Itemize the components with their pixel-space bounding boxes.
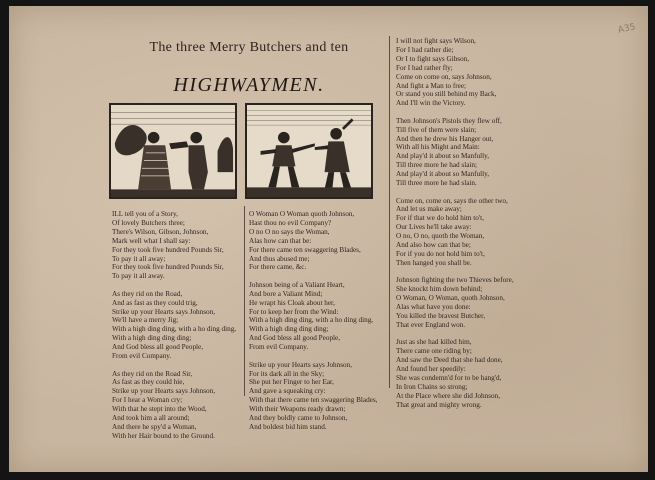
verse-line: He wrapt his Cloak about her, bbox=[249, 298, 335, 307]
woodcut-image-right bbox=[245, 103, 373, 199]
verse-line: To pay it all away. bbox=[112, 272, 165, 281]
verse-line: With their Weapons ready drawn; bbox=[249, 405, 346, 414]
verse-line: And boldest bid him stand. bbox=[249, 422, 327, 431]
verse-line: For to keep her from the Wind: bbox=[249, 307, 339, 316]
stanza bbox=[396, 276, 546, 329]
verse-line: Strike up your Hearts says Johnson, bbox=[112, 307, 216, 316]
verse-line: Alas what have you done: bbox=[396, 302, 471, 311]
verse-line: O Woman, O Woman, quoth Johnson, bbox=[396, 294, 505, 303]
stanza bbox=[249, 210, 387, 272]
verse-line: Come on come on, says Johnson, bbox=[396, 72, 492, 81]
stanza bbox=[112, 370, 242, 441]
verse-line: With a high ding ding, with a ho ding ding, bbox=[112, 325, 237, 334]
verse-line: Or stand you still behind my Back, bbox=[396, 90, 497, 99]
stanza bbox=[112, 290, 242, 361]
verse-line: And they boldly came to Johnson, bbox=[249, 414, 348, 423]
verse-line: O no, O no, quoth the Woman, bbox=[396, 232, 485, 241]
woodcut-image-left bbox=[109, 103, 237, 199]
verse-line: To pay it all away; bbox=[112, 254, 166, 263]
verse-line: For I hear a Woman cry; bbox=[112, 396, 183, 405]
verse-line: At the Place where she did Johnson, bbox=[396, 391, 500, 400]
verse-line: O no O no says the Woman, bbox=[249, 227, 330, 236]
column-divider bbox=[244, 206, 245, 396]
verse-line: She was condemn'd for to be hang'd, bbox=[396, 373, 502, 382]
verse-line: For there came ten swaggering Blades, bbox=[249, 245, 361, 254]
verse-column-2 bbox=[249, 210, 387, 440]
verse-line: She knockt him down behind; bbox=[396, 285, 483, 294]
verse-line: Of lovely Butchers three; bbox=[112, 218, 185, 227]
verse-line: ILL tell you of a Story, bbox=[112, 210, 178, 218]
verse-line: For I had rather die; bbox=[396, 45, 454, 54]
verse-line: O Woman O Woman quoth Johnson, bbox=[249, 210, 355, 218]
verse-line: In Iron Chains so strong; bbox=[396, 382, 468, 391]
verse-line: And God bless all good People, bbox=[112, 343, 204, 352]
verse-line: With that he stept into the Wood, bbox=[112, 405, 207, 414]
verse-line: She put her Finger to her Ear, bbox=[249, 378, 334, 387]
stanza bbox=[112, 210, 242, 281]
verse-line: Till three more he had slain. bbox=[396, 179, 477, 188]
verse-line: Alas how can that be: bbox=[249, 236, 312, 245]
verse-line: With a high ding ding ding; bbox=[249, 325, 329, 334]
verse-line: That great and mighty wrong. bbox=[396, 400, 482, 409]
verse-line: With her Hair bound to the Ground. bbox=[112, 431, 215, 440]
ballad-title-main: HIGHWAYMEN. bbox=[173, 74, 325, 96]
verse-line: And I'll win the Victory. bbox=[396, 99, 466, 108]
verse-line: And thus abused me; bbox=[249, 254, 310, 263]
verse-line: For if you do not hold him to't, bbox=[396, 249, 485, 258]
verse-line: Till three more he had slain; bbox=[396, 161, 477, 170]
verse-line: With all his Might and Main: bbox=[396, 143, 480, 152]
verse-line: That ever England won. bbox=[396, 320, 466, 329]
verse-line: And there he spy'd a Woman, bbox=[112, 422, 197, 431]
woodcut-right-illustration bbox=[247, 105, 371, 197]
verse-line: And also how can that be; bbox=[396, 241, 471, 250]
stanza bbox=[396, 37, 546, 108]
stanza bbox=[396, 197, 546, 268]
verse-line: And fight a Man to free; bbox=[396, 81, 467, 90]
verse-line: With a high ding ding ding; bbox=[112, 334, 192, 343]
stanza bbox=[396, 117, 546, 188]
verse-column-3 bbox=[396, 37, 546, 418]
verse-line: There came one riding by; bbox=[396, 347, 472, 356]
verse-line: And took him a all around; bbox=[112, 414, 190, 423]
verse-line: Our Lives he'll take away: bbox=[396, 223, 472, 232]
verse-line: And as fast as they could trig, bbox=[112, 298, 198, 307]
verse-line: Till five of them were slain; bbox=[396, 125, 477, 134]
broadside-sheet bbox=[9, 6, 648, 472]
verse-line: And play'd it about so Manfully, bbox=[396, 170, 490, 179]
verse-line: I will not fight says Wilson, bbox=[396, 37, 476, 45]
verse-line: Then Johnson's Pistols they flew off, bbox=[396, 116, 502, 125]
verse-line: From evil Company. bbox=[249, 343, 309, 352]
verse-line: For I had rather fly; bbox=[396, 63, 453, 72]
verse-line: Just as she had killed him, bbox=[396, 338, 472, 347]
verse-line: And found her speedily: bbox=[396, 364, 466, 373]
verse-line: For if that we do hold him to't, bbox=[396, 214, 484, 223]
verse-line: And bore a Valiant Mind; bbox=[249, 289, 323, 298]
stanza bbox=[396, 338, 546, 409]
verse-line: Or I to fight says Gibson, bbox=[396, 54, 470, 63]
verse-column-1 bbox=[112, 210, 242, 449]
verse-line: There's Wilson, Gibson, Johnson, bbox=[112, 227, 209, 236]
verse-line: For they took five hundred Pounds Sir, bbox=[112, 263, 224, 272]
verse-line: And let us make away; bbox=[396, 205, 462, 214]
verse-line: From evil Company. bbox=[112, 352, 172, 361]
verse-line: And saw the Deed that she had done, bbox=[396, 356, 503, 364]
verse-line: We'll have a merry Jig; bbox=[112, 316, 179, 325]
verse-line: As they rid on the Road, bbox=[112, 289, 183, 298]
verse-line: Johnson being of a Valiant Heart, bbox=[249, 280, 345, 289]
verse-line: Come on, come on, says the other two, bbox=[396, 196, 508, 205]
verse-line: With that there came ten swaggering Blades, bbox=[249, 396, 378, 405]
column-divider bbox=[389, 36, 390, 388]
verse-line: For its dark all in the Sky; bbox=[249, 369, 325, 378]
verse-line: Mark well what I shall say: bbox=[112, 236, 191, 245]
verse-line: As fast as they could hie, bbox=[112, 378, 185, 387]
stanza bbox=[249, 281, 387, 352]
verse-line: For they took five hundred Pounds Sir, bbox=[112, 245, 224, 254]
verse-line: Strike up your Hearts says Johnson, bbox=[249, 360, 353, 369]
stanza bbox=[249, 361, 387, 432]
pencil-mark: A35 bbox=[617, 22, 637, 36]
woodcut-left-illustration bbox=[111, 105, 235, 197]
verse-line: You killed the bravest Butcher, bbox=[396, 311, 486, 320]
verse-line: For there came, &c. bbox=[249, 263, 307, 272]
verse-line: Then hanged you shall be. bbox=[396, 258, 472, 267]
verse-line: Strike up your Hearts says Johnson, bbox=[112, 387, 216, 396]
verse-line: And gave a squeaking cry: bbox=[249, 387, 326, 396]
verse-line: Johnson fighting the two Thieves before, bbox=[396, 276, 514, 285]
verse-line: And God bless all good People, bbox=[249, 334, 341, 343]
ballad-title: The three Merry Butchers and ten bbox=[149, 40, 349, 55]
verse-line: And then he drew his Hanger out, bbox=[396, 134, 494, 143]
verse-line: Hast thou no evil Company? bbox=[249, 218, 332, 227]
verse-line: And play'd it about so Manfully, bbox=[396, 152, 490, 161]
verse-line: As they rid on the Road Sir, bbox=[112, 369, 193, 378]
verse-line: With a high ding ding, with a ho ding ding, bbox=[249, 316, 374, 325]
